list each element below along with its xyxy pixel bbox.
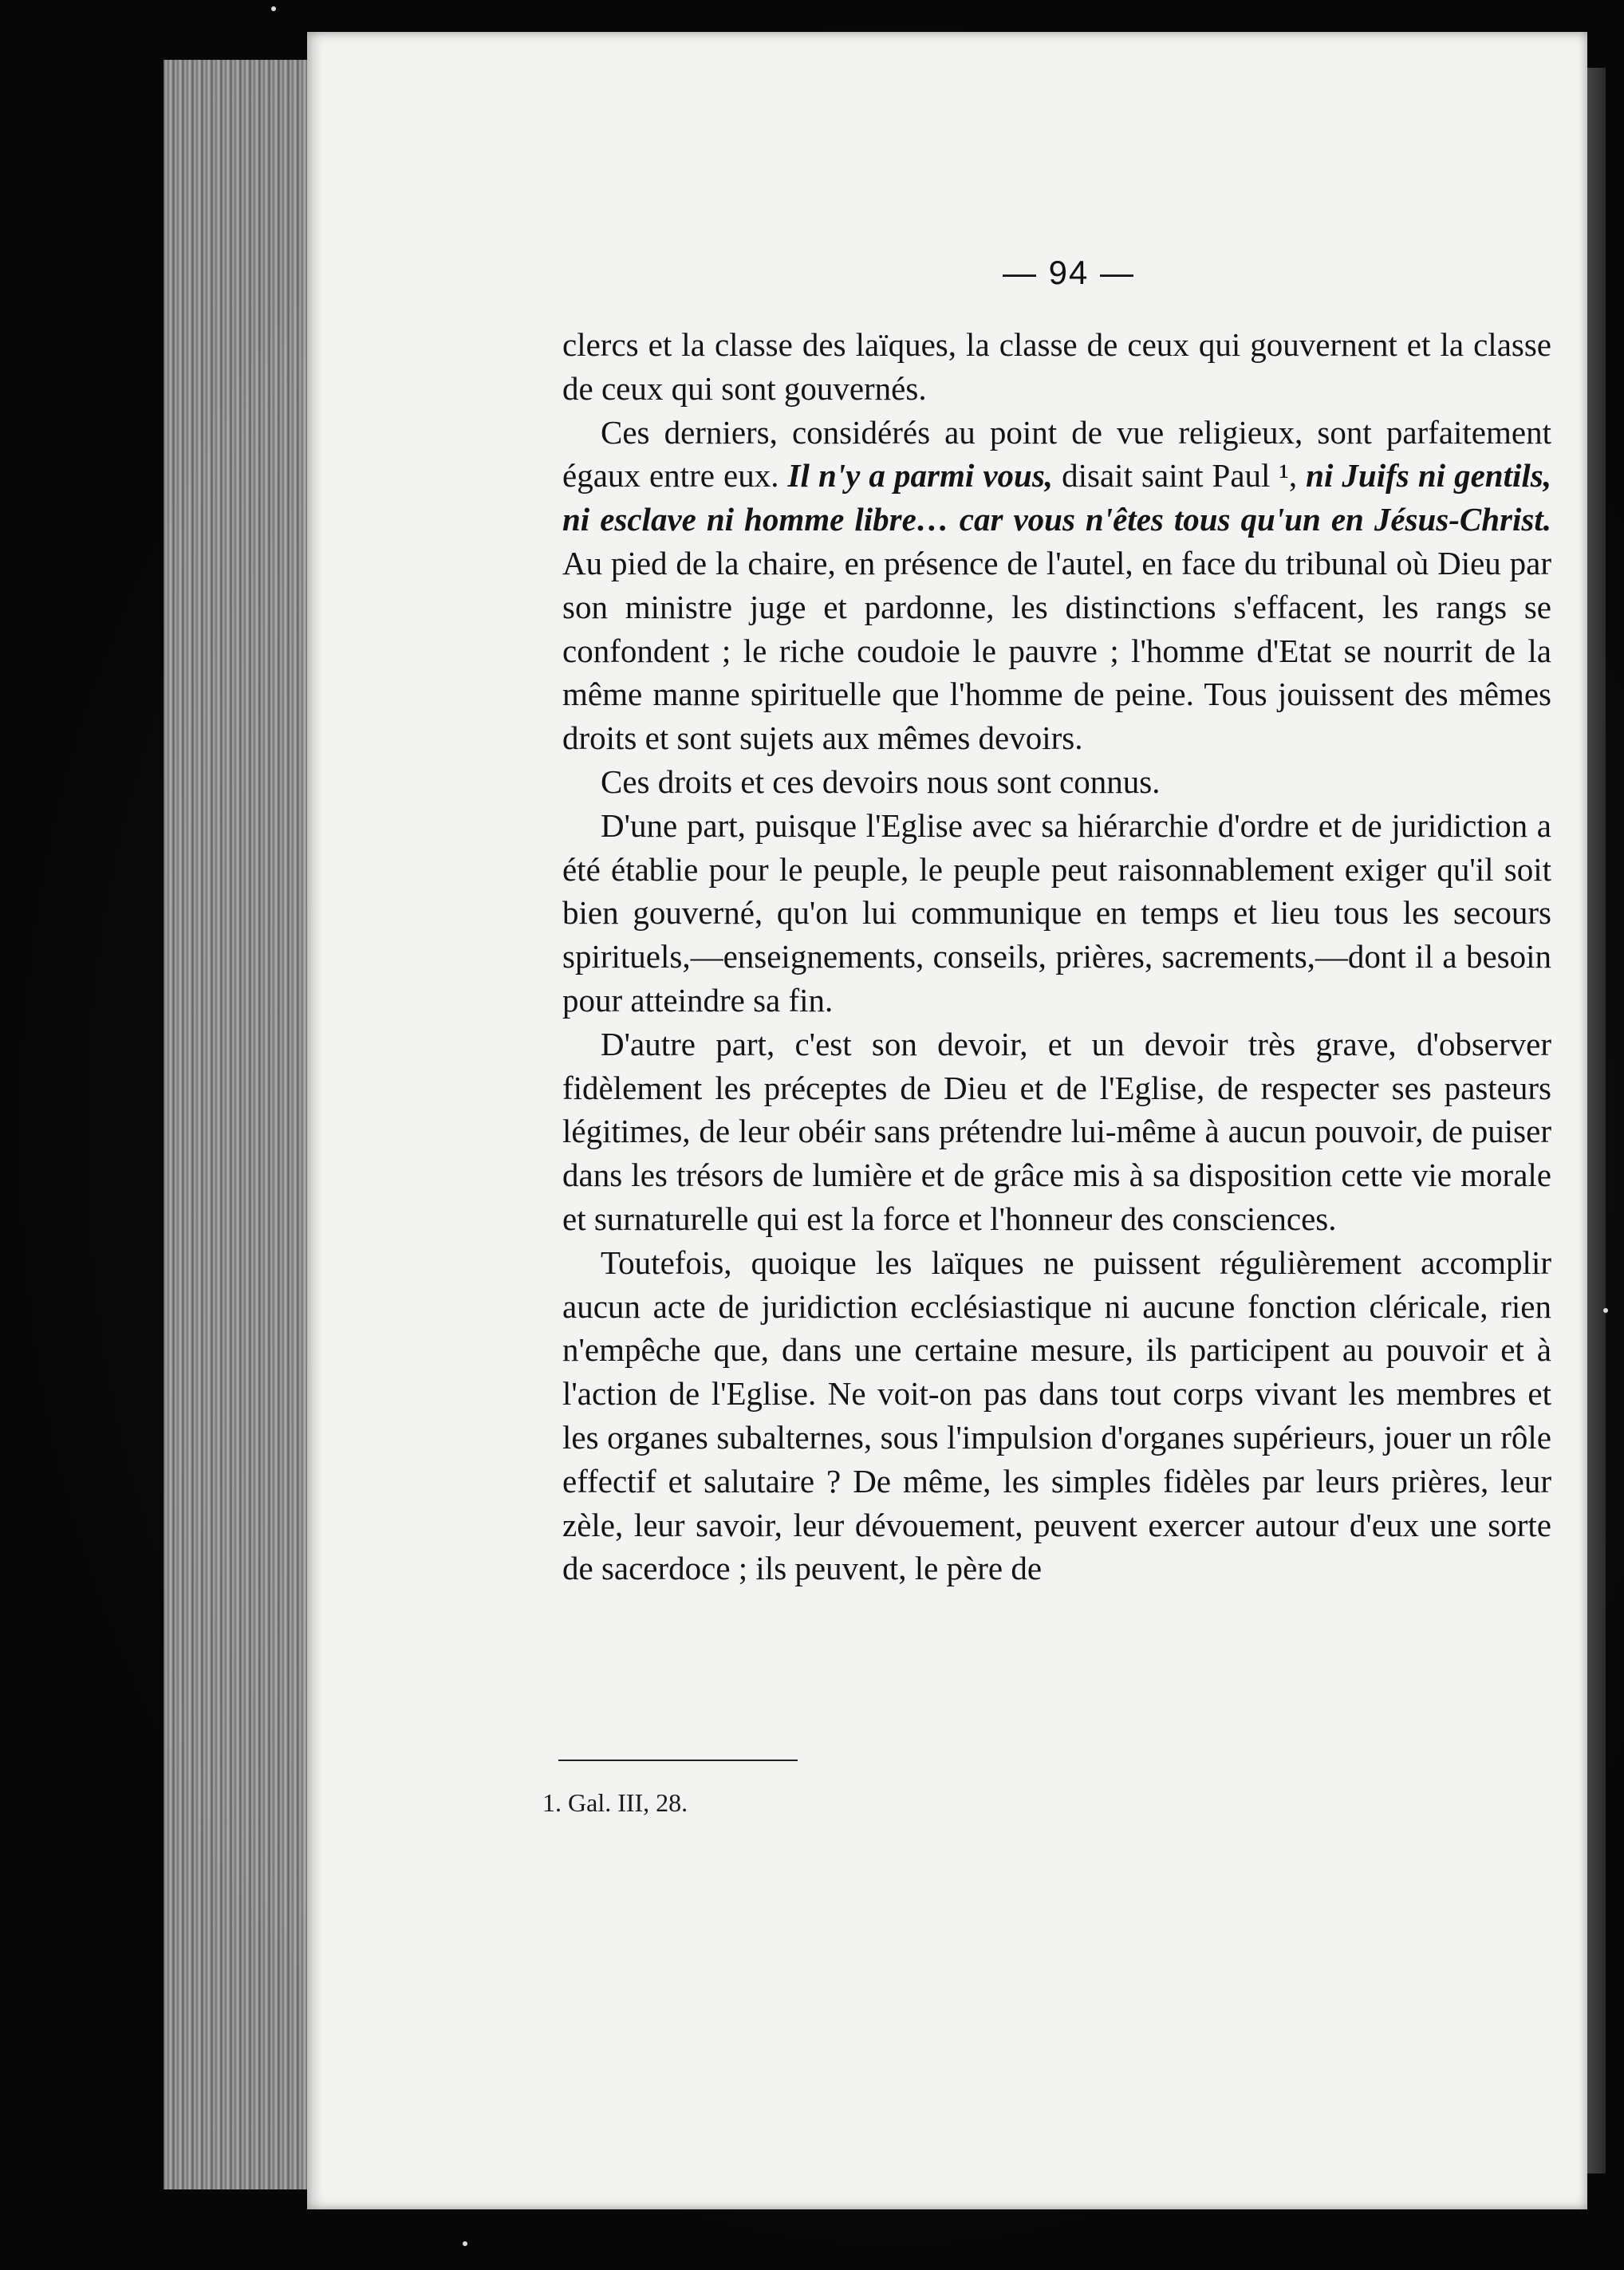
paragraph-4: D'une part, puisque l'Eglise avec sa hiérarchie d'ordre et de juridiction a été établie pour le peuple, le peuple peut raisonnablement exiger qu'il soit bien gouverné, qu'on lui communique en temps et lieu tous les secours spirituels,—enseignements, conseils, prières, sacrements,—dont il a besoin pour atteindre sa fin.	[562, 806, 1551, 1019]
paragraph-1: clercs et la classe des laïques, la classe de ceux qui gouvernent et la classe de ceux qui sont gouvernés.	[562, 326, 1551, 407]
scan-speck	[271, 6, 276, 11]
paragraph-6: Toutefois, quoique les laïques ne puissent régulièrement accomplir aucun acte de juridiction ecclésiastique ni aucune fonction cléricale, rien n'empêche que, dans une certaine mesure, ils participent au pouvoir et à l'action de l'Eglise. Ne voit-on pas dans tout corps vivant les membres et les organes subalternes, sous l'impulsion d'organes supérieurs, jouer un rôle effectif et salutaire ? De même, les simples fidèles par leurs prières, leur zèle, leur savoir, leur dévouement, peuvent exercer autour d'eux une sorte de sacerdoce ; ils peuvent, le père de	[562, 1243, 1551, 1587]
footnote-divider	[558, 1760, 798, 1761]
quote-italic-2: ni Juifs ni gentils, ni esclave ni homme libre… car vous n'êtes tous qu'un en Jésus-Christ.	[562, 457, 1551, 538]
quote-italic-1: Il n'y a parmi vous,	[787, 457, 1054, 495]
body-text	[562, 323, 1551, 1590]
scan-speck	[1603, 1308, 1608, 1313]
paragraph-2-lead: Ces derniers, considérés au point de vue religieux, sont parfaitement égaux entre eux.	[562, 413, 1551, 495]
paragraph-2-middle: disait saint Paul ¹,	[1053, 457, 1307, 495]
page-number: — 94 —	[1002, 254, 1136, 291]
paragraph-5: D'autre part, c'est son devoir, et un devoir très grave, d'observer fidèlement les préceptes de Dieu et de l'Eglise, de respecter ses pasteurs légitimes, de leur obéir sans prétendre lui-même à aucun pouvoir, de puiser dans les trésors de lumière et de grâce mis à sa disposition cette vie morale et surnaturelle qui est la force et l'honneur des consciences.	[562, 1025, 1551, 1237]
paragraph-2	[562, 411, 1551, 760]
paragraph-3: Ces droits et ces devoirs nous sont connus.	[601, 763, 1161, 800]
paragraph-2-tail: Au pied de la chaire, en présence de l'autel, en face du tribunal où Dieu par son ministre juge et pardonne, les distinctions s'effacent, les rangs se confondent ; le riche coudoie le pauvre ; l'homme d'Etat se nourrit de la même manne spirituelle que l'homme de peine. Tous jouissent des mêmes droits et sont sujets aux mêmes devoirs.	[562, 544, 1551, 757]
footnote: 1. Gal. III, 28.	[542, 1788, 688, 1817]
scan-speck	[463, 2241, 467, 2246]
